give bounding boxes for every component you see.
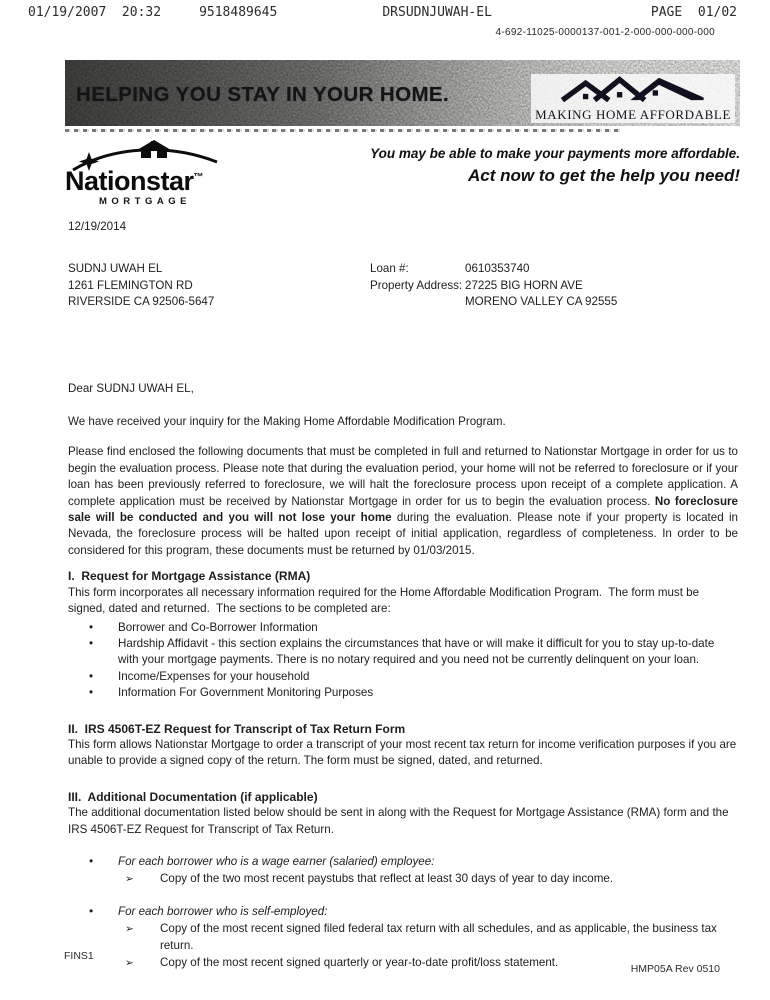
fax-header [0,0,770,20]
recipient-address [68,261,370,310]
section-2-heading: II. IRS 4506T-EZ Request for Transcript of Tax Return Form [68,721,406,736]
arrow-bullet-icon: ➢ [125,873,134,886]
tagline-line2: Act now to get the help you need! [468,166,740,185]
property-address-line2: MORENO VALLEY CA 92555 [465,295,618,309]
nationstar-mortgage-label: MORTGAGE [99,196,191,207]
mha-logo-text: MAKING HOME AFFORDABLE [535,107,731,122]
property-address-label: Property Address: [370,278,463,292]
recipient-name: SUDNJ UWAH EL [68,262,163,276]
doc-sub-item [68,921,738,954]
salutation: Dear SUDNJ UWAH EL, [68,381,194,395]
section-3-body: The additional documentation listed below should be sent in along with the Request for Mortgage Assistance (RMA) form and the IRS 4506T-EZ Request for Transcript of Tax Return. [68,806,732,836]
doc-sub-item-text: Copy of the most recent signed quarterly or year-to-date profit/loss statement. [160,956,559,969]
doc-group-label-text: For each borrower who is a wage earner (salaried) employee: [118,854,435,868]
intro-paragraph: We have received your inquiry for the Making Home Affordable Modification Program. [68,415,506,429]
section-2-body: This form allows Nationstar Mortgage to order a transcript of your most recent tax return for income verification purposes if you are unable to provide a signed copy of the return. The form must be signed, dated, and returned. [68,737,740,768]
loan-grid-spacer [370,294,465,310]
fax-datetime: 01/19/2007 20:32 [28,5,162,20]
arrow-bullet-icon: ➢ [125,957,134,969]
doc-group-self-employed [68,904,738,972]
recipient-city: RIVERSIDE CA 92506-5647 [68,295,215,309]
mail-tracking-number: 4-692-11025-0000137-001-2-000-000-000-000 [495,27,715,38]
banner-headline: HELPING YOU STAY IN YOUR HOME. [76,83,450,106]
nationstar-wordmark [65,168,305,195]
list-item [68,636,738,669]
section-1-heading: I. Request for Mortgage Assistance (RMA) [68,569,311,584]
arrow-bullet-icon: ➢ [125,923,134,936]
doc-group-label [68,904,738,920]
main-paragraph-text-cont: during the evaluation. Please note if your property is located in Nevada, the foreclosure process will be halted upon receipt of initial application, regardless of completeness. In order to be considered for this program, these documents must be returned by 01/03/2015. [68,511,738,557]
mha-logo [531,74,735,123]
loan-number-value: 0610353740 [465,262,530,276]
scan-artifact-line [65,129,620,132]
fax-page-indicator: PAGE 01/02 [650,5,737,20]
doc-group-label [68,854,738,870]
list-item [68,620,738,636]
campaign-banner [65,60,740,126]
section-1-bullet-list [68,620,738,702]
bullet-icon: • [89,904,94,918]
letter-date: 12/19/2014 [68,220,127,233]
bullet-text: Hardship Affidavit - this section explains the circumstances that have or will make it difficult for you to stay up-to-date with your mortgage payments. There is no notary required and you need not be currently delinquent on your loan. [118,636,715,667]
letterhead [65,140,740,207]
form-code: FINS1 [64,950,94,962]
bullet-icon: • [89,636,94,650]
doc-sub-item-text: Copy of the two most recent paystubs that reflect at least 30 days of year to day income. [160,872,614,886]
fax-station-number: 9518489645 [199,5,278,20]
doc-sub-item-text: Copy of the most recent signed filed federal tax return with all schedules, and as applicable, the business tax return. [160,922,717,952]
recipient-street: 1261 FLEMINGTON RD [68,278,193,292]
tagline-line1: You may be able to make your payments more affordable. [370,146,740,161]
bullet-text: Income/Expenses for your household [118,669,310,683]
brand-name: Nationstar [65,166,194,196]
loan-info [370,261,617,310]
no-foreclosure-bold-text: No foreclosure sale will be conducted and you will not lose your home [68,494,738,525]
fax-terminal-id: DRSUDNJUWAH-EL [382,5,492,20]
list-item [68,669,738,685]
bullet-icon: • [89,669,94,683]
list-item [68,685,738,701]
bullet-text: Information For Government Monitoring Purposes [118,686,374,700]
doc-group-label-text: For each borrower who is self-employed: [118,904,328,918]
loan-number-label: Loan #: [370,262,409,276]
property-address-line1: 27225 BIG HORN AVE [465,278,583,292]
section-1-intro: This form incorporates all necessary information required for the Home Affordable Modification Program. The form must be signed, dated and returned. The sections to be completed are: [68,585,703,616]
bullet-icon: • [89,854,94,868]
bullet-icon: • [89,686,94,700]
letter-body [68,219,738,971]
bullet-text: Borrower and Co-Borrower Information [118,620,318,634]
revision-code: HMP05A Rev 0510 [630,963,720,975]
nationstar-logo [65,140,305,207]
main-paragraph [68,444,738,559]
section-3-heading: III. Additional Documentation (if applicable) [68,789,318,804]
trademark-symbol: ™ [193,172,204,183]
doc-sub-item [68,871,738,887]
doc-group-wage-earner [68,854,738,888]
mha-roofs-icon [557,75,709,102]
bullet-icon: • [89,620,94,634]
address-row [68,261,738,310]
tagline [305,140,740,207]
main-paragraph-text: Please find enclosed the following documents that must be completed in full and returned to Nationstar Mortgage in order for us to begin the evaluation process. Please note that during the evaluation period, your home will not be referred to foreclosure or if your loan has been previously referred to foreclosure, we will halt the foreclosure process upon receipt of a complete application. A complete application must be received by Nationstar Mortgage in order for us to begin the evaluation process. [68,445,738,508]
